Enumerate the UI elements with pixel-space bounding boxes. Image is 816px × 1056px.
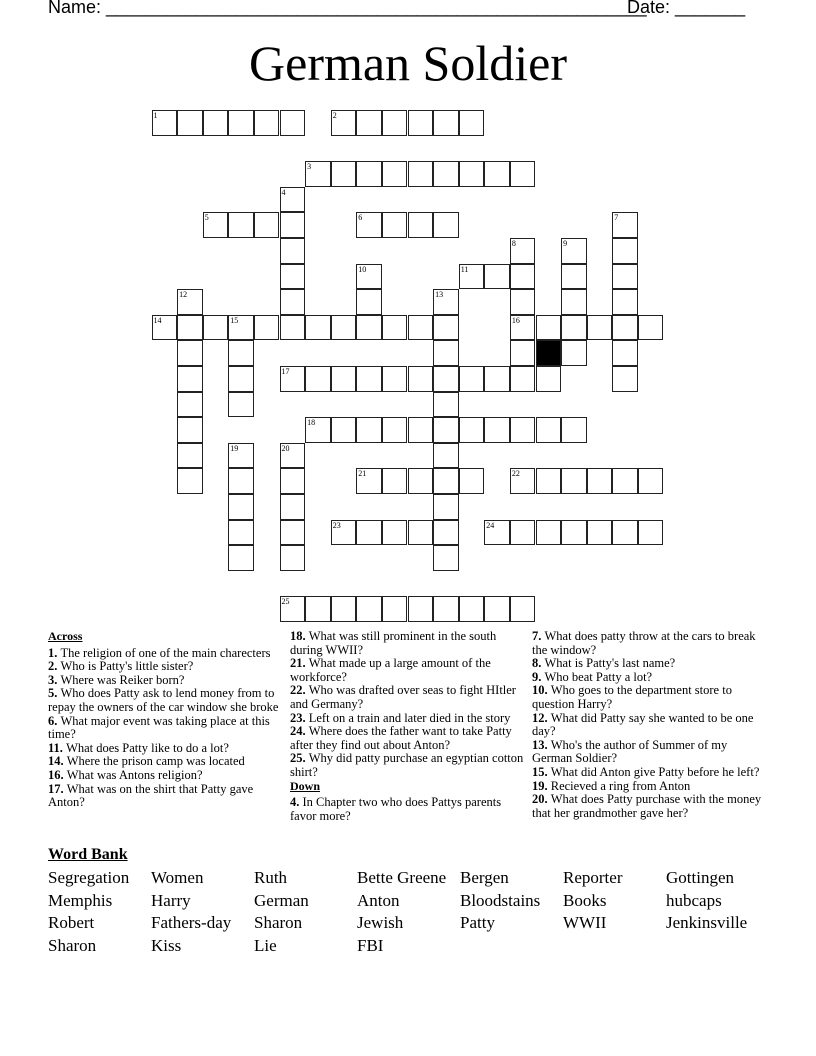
word-bank-item: Reporter	[563, 868, 623, 887]
grid-cell[interactable]	[356, 520, 382, 546]
grid-cell[interactable]	[356, 161, 382, 187]
word-bank-item: Sharon	[48, 936, 97, 956]
grid-cell[interactable]	[561, 238, 587, 264]
grid-cell[interactable]	[587, 468, 613, 494]
grid-cell[interactable]	[280, 366, 306, 392]
grid-cell[interactable]	[228, 340, 254, 366]
grid-cell[interactable]	[510, 596, 536, 622]
grid-cell[interactable]	[228, 212, 254, 238]
grid-cell[interactable]	[280, 443, 306, 469]
clue-number: 7	[614, 213, 619, 223]
grid-cell[interactable]	[433, 443, 459, 469]
grid-cell[interactable]	[331, 315, 357, 341]
clue: 15. What did Anton give Patty before he left?	[532, 764, 760, 779]
clue: 11. What does Patty like to do a lot?	[48, 740, 229, 755]
clue: 22. Who was drafted over seas to fight HItler and Germany?	[290, 683, 516, 711]
clue: 6. What major event was taking place at this time?	[48, 713, 270, 742]
clue: 25. Why did patty purchase an egyptian cotton shirt?	[290, 751, 524, 779]
grid-cell[interactable]	[433, 212, 459, 238]
grid-cell[interactable]	[280, 187, 306, 213]
clue: 10. Who goes to the department store to question Harry?	[532, 683, 732, 711]
grid-cell[interactable]	[382, 366, 408, 392]
grid-cell[interactable]	[280, 238, 306, 264]
grid-cell[interactable]	[280, 596, 306, 622]
grid-cell[interactable]	[459, 468, 485, 494]
grid-cell[interactable]	[228, 545, 254, 571]
grid-cell[interactable]	[510, 520, 536, 546]
clue: 1. The religion of one of the main charecters	[48, 645, 271, 660]
grid-cell[interactable]	[510, 264, 536, 290]
word-bank-item: hubcaps	[666, 890, 722, 910]
grid-cell[interactable]	[484, 520, 510, 546]
word-bank-item: Anton	[357, 890, 400, 910]
grid-cell[interactable]	[177, 366, 203, 392]
grid-cell[interactable]	[459, 264, 485, 290]
grid-cell[interactable]	[612, 212, 638, 238]
clue-number: 25	[281, 597, 290, 607]
grid-cell[interactable]	[612, 520, 638, 546]
down-heading: Down	[290, 778, 321, 793]
grid-cell[interactable]	[177, 468, 203, 494]
grid-cell[interactable]	[228, 443, 254, 469]
grid-cell[interactable]	[459, 366, 485, 392]
grid-cell[interactable]	[356, 264, 382, 290]
grid-cell[interactable]	[280, 212, 306, 238]
grid-cell[interactable]	[356, 366, 382, 392]
clue: 5. Who does Patty ask to lend money from to repay the owners of the car window she broke	[48, 686, 279, 714]
clues-column-2	[290, 630, 526, 823]
grid-cell[interactable]	[484, 417, 510, 443]
grid-cell[interactable]	[536, 315, 562, 341]
clue-number: 14	[153, 315, 162, 325]
grid-cell[interactable]	[433, 110, 459, 136]
clue: 18. What was still prominent in the south during WWII?	[290, 629, 497, 657]
grid-cell[interactable]	[536, 417, 562, 443]
grid-cell[interactable]	[408, 161, 434, 187]
clues-column-1	[48, 630, 284, 810]
grid-cell[interactable]	[382, 596, 408, 622]
grid-cell[interactable]	[612, 340, 638, 366]
grid-cell[interactable]	[280, 468, 306, 494]
word-bank-item: Kiss	[151, 936, 182, 956]
grid-cell[interactable]	[433, 161, 459, 187]
grid-cell[interactable]	[305, 417, 331, 443]
grid-cell[interactable]	[510, 417, 536, 443]
grid-cell[interactable]	[408, 468, 434, 494]
clue-number: 5	[204, 213, 209, 223]
grid-cell[interactable]	[459, 161, 485, 187]
grid-cell[interactable]	[536, 468, 562, 494]
grid-cell[interactable]	[382, 468, 408, 494]
word-bank-item: Patty	[460, 913, 495, 933]
grid-cell[interactable]	[612, 289, 638, 315]
clue-number: 1	[153, 111, 158, 120]
grid-cell[interactable]	[280, 494, 306, 520]
grid-cell[interactable]	[510, 289, 536, 315]
grid-cell[interactable]	[254, 315, 280, 341]
grid-cell[interactable]	[382, 315, 408, 341]
grid-cell[interactable]	[177, 340, 203, 366]
grid-cell[interactable]	[331, 110, 357, 136]
grid-cell[interactable]	[408, 596, 434, 622]
word-bank-item: Bloodstains	[460, 890, 541, 910]
grid-cell[interactable]	[510, 161, 536, 187]
grid-cell[interactable]	[228, 366, 254, 392]
grid-cell[interactable]	[612, 366, 638, 392]
word-bank-item: Lie	[254, 936, 277, 956]
grid-cell[interactable]	[203, 212, 229, 238]
grid-cell[interactable]	[433, 545, 459, 571]
grid-cell[interactable]	[561, 520, 587, 546]
grid-cell[interactable]	[356, 417, 382, 443]
grid-cell[interactable]	[305, 366, 331, 392]
grid-cell[interactable]	[177, 392, 203, 418]
clue-number: 12	[179, 290, 188, 300]
grid-cell[interactable]	[433, 315, 459, 341]
clue-number: 16	[511, 315, 520, 325]
clue: 16. What was Antons religion?	[48, 767, 203, 782]
grid-cell[interactable]	[331, 417, 357, 443]
grid-cell[interactable]	[280, 110, 306, 136]
grid-cell[interactable]	[433, 520, 459, 546]
grid-cell[interactable]	[228, 494, 254, 520]
grid-cell[interactable]	[382, 161, 408, 187]
grid-cell[interactable]	[433, 494, 459, 520]
grid-cell[interactable]	[356, 289, 382, 315]
grid-cell[interactable]	[177, 289, 203, 315]
grid-cell[interactable]	[536, 520, 562, 546]
grid-cell[interactable]	[356, 212, 382, 238]
grid-cell[interactable]	[408, 417, 434, 443]
page-title: German Soldier	[249, 35, 567, 91]
clue-number: 17	[281, 367, 290, 376]
grid-cell[interactable]	[459, 596, 485, 622]
grid-cell[interactable]	[638, 315, 664, 341]
grid-cell[interactable]	[177, 315, 203, 341]
word-bank-item: Robert	[48, 913, 95, 933]
grid-cell[interactable]	[484, 264, 510, 290]
clue: 14. Where the prison camp was located	[48, 754, 245, 769]
word-bank-item: Fathers-day	[151, 913, 232, 933]
date-field[interactable]: Date: _______	[627, 0, 746, 17]
clue-number: 4	[281, 187, 286, 197]
clue-number: 9	[563, 239, 568, 248]
clue: 4. In Chapter two who does Pattys parents favor more?	[290, 795, 502, 823]
grid-cell[interactable]	[331, 520, 357, 546]
grid-cell[interactable]	[459, 417, 485, 443]
grid-cell[interactable]	[305, 161, 331, 187]
word-bank-item: FBI	[357, 936, 384, 956]
grid-cell[interactable]	[228, 392, 254, 418]
grid-cell[interactable]	[177, 417, 203, 443]
grid-cell[interactable]	[305, 596, 331, 622]
grid-cell[interactable]	[382, 110, 408, 136]
grid-cell[interactable]	[382, 520, 408, 546]
grid-cell[interactable]	[612, 264, 638, 290]
grid-cell[interactable]	[612, 238, 638, 264]
grid-cell[interactable]	[203, 110, 229, 136]
grid-cell[interactable]	[382, 417, 408, 443]
word-bank-item: Bergen	[460, 868, 509, 887]
grid-cell[interactable]	[484, 596, 510, 622]
clue: 13. Who's the author of Summer of my German Soldier?	[532, 737, 728, 766]
clue-number: 21	[358, 469, 367, 479]
grid-cell[interactable]	[561, 315, 587, 341]
grid-cell[interactable]	[408, 110, 434, 136]
grid-cell[interactable]	[331, 161, 357, 187]
clue-number: 18	[307, 418, 316, 428]
grid-cell[interactable]	[280, 315, 306, 341]
grid-cell[interactable]	[433, 392, 459, 418]
grid-cell[interactable]	[433, 340, 459, 366]
grid-cell[interactable]	[152, 315, 178, 341]
word-bank-item: Jewish	[357, 913, 404, 933]
clue-number: 10	[358, 264, 367, 274]
grid-cell[interactable]	[510, 366, 536, 392]
grid-cell[interactable]	[433, 596, 459, 622]
clue-number: 24	[486, 520, 495, 530]
clue-number: 2	[332, 111, 337, 120]
grid-cell[interactable]	[510, 340, 536, 366]
grid-cell[interactable]	[408, 315, 434, 341]
grid-cell[interactable]	[510, 315, 536, 341]
clue: 17. What was on the shirt that Patty gave Anton?	[48, 781, 254, 810]
grid-cell[interactable]	[280, 545, 306, 571]
grid-cell[interactable]	[228, 468, 254, 494]
grid-cell[interactable]	[536, 366, 562, 392]
clue: 21. What made up a large amount of the workforce?	[290, 656, 491, 684]
grid-cell[interactable]	[254, 110, 280, 136]
clue: 23. Left on a train and later died in the story	[290, 710, 511, 725]
word-bank-item: Ruth	[254, 868, 288, 887]
grid-cell[interactable]	[152, 110, 178, 136]
word-bank-item: Jenkinsville	[666, 913, 748, 933]
grid-cell[interactable]	[433, 468, 459, 494]
name-field[interactable]: Name: ______________________________________________________	[48, 0, 647, 17]
grid-cell[interactable]	[638, 520, 664, 546]
grid-cell[interactable]	[331, 596, 357, 622]
grid-cell[interactable]	[612, 468, 638, 494]
grid-cell[interactable]	[305, 315, 331, 341]
word-bank-item: Women	[151, 868, 204, 887]
grid-cell[interactable]	[408, 366, 434, 392]
grid-cell[interactable]	[203, 315, 229, 341]
grid-cell[interactable]	[561, 340, 587, 366]
grid-cell[interactable]	[331, 366, 357, 392]
grid-cell[interactable]	[177, 443, 203, 469]
grid-cell[interactable]	[561, 289, 587, 315]
clue: 9. Who beat Patty a lot?	[532, 669, 653, 684]
clue: 12. What did Patty say she wanted to be one day?	[532, 710, 754, 739]
clue-number: 23	[332, 520, 341, 530]
clue: 19. Recieved a ring from Anton	[532, 778, 691, 793]
black-cell	[536, 340, 562, 366]
clue-number: 8	[511, 239, 516, 248]
word-bank-item: Books	[563, 890, 607, 910]
grid-cell[interactable]	[433, 366, 459, 392]
clue-number: 22	[511, 469, 520, 479]
grid-cell[interactable]	[408, 212, 434, 238]
grid-cell[interactable]	[561, 264, 587, 290]
grid-cell[interactable]	[587, 315, 613, 341]
clue: 24. Where does the father want to take Patty after they find out about Anton?	[290, 724, 512, 752]
word-bank-item: German	[254, 890, 309, 910]
word-bank-item: Segregation	[48, 868, 130, 887]
clue: 20. What does Patty purchase with the money that her grandmother gave her?	[532, 792, 762, 820]
grid-cell[interactable]	[433, 417, 459, 443]
word-bank-item: Harry	[151, 890, 191, 910]
grid-cell[interactable]	[356, 596, 382, 622]
grid-cell[interactable]	[228, 520, 254, 546]
grid-cell[interactable]	[254, 212, 280, 238]
clues-column-3	[532, 630, 768, 820]
clue-number: 19	[230, 443, 239, 453]
grid-cell[interactable]	[612, 315, 638, 341]
grid-cell[interactable]	[587, 520, 613, 546]
grid-cell[interactable]	[638, 468, 664, 494]
grid-cell[interactable]	[510, 468, 536, 494]
grid-cell[interactable]	[561, 417, 587, 443]
clue-number: 20	[281, 443, 290, 453]
grid-cell[interactable]	[280, 264, 306, 290]
clue: 8. What is Patty's last name?	[532, 656, 676, 671]
grid-cell[interactable]	[177, 110, 203, 136]
grid-cell[interactable]	[510, 238, 536, 264]
word-bank-title: Word Bank	[48, 846, 128, 863]
grid-cell[interactable]	[280, 289, 306, 315]
grid-cell[interactable]	[228, 315, 254, 341]
clue: 2. Who is Patty's little sister?	[48, 659, 194, 674]
word-bank-item: Bette Greene	[357, 868, 447, 887]
word-bank-item: Gottingen	[666, 868, 734, 887]
grid-cell[interactable]	[459, 110, 485, 136]
grid-cell[interactable]	[228, 110, 254, 136]
clue-number: 3	[307, 162, 312, 172]
across-heading: Across	[48, 629, 83, 643]
clue: 7. What does patty throw at the cars to break the window?	[532, 629, 756, 657]
clue-number: 11	[460, 264, 469, 274]
grid-cell[interactable]	[356, 110, 382, 136]
grid-cell[interactable]	[356, 468, 382, 494]
grid-cell[interactable]	[356, 315, 382, 341]
grid-cell[interactable]	[408, 520, 434, 546]
grid-cell[interactable]	[561, 468, 587, 494]
grid-cell[interactable]	[280, 520, 306, 546]
clue-number: 15	[230, 315, 239, 325]
word-bank-item: WWII	[563, 913, 607, 933]
clue: 3. Where was Reiker born?	[48, 672, 185, 687]
word-bank-item: Memphis	[48, 890, 113, 910]
grid-cell[interactable]	[484, 366, 510, 392]
grid-cell[interactable]	[382, 212, 408, 238]
clue-number: 6	[358, 213, 363, 223]
clue-number: 13	[435, 290, 444, 300]
grid-cell[interactable]	[484, 161, 510, 187]
grid-cell[interactable]	[433, 289, 459, 315]
word-bank-item: Sharon	[254, 913, 303, 933]
